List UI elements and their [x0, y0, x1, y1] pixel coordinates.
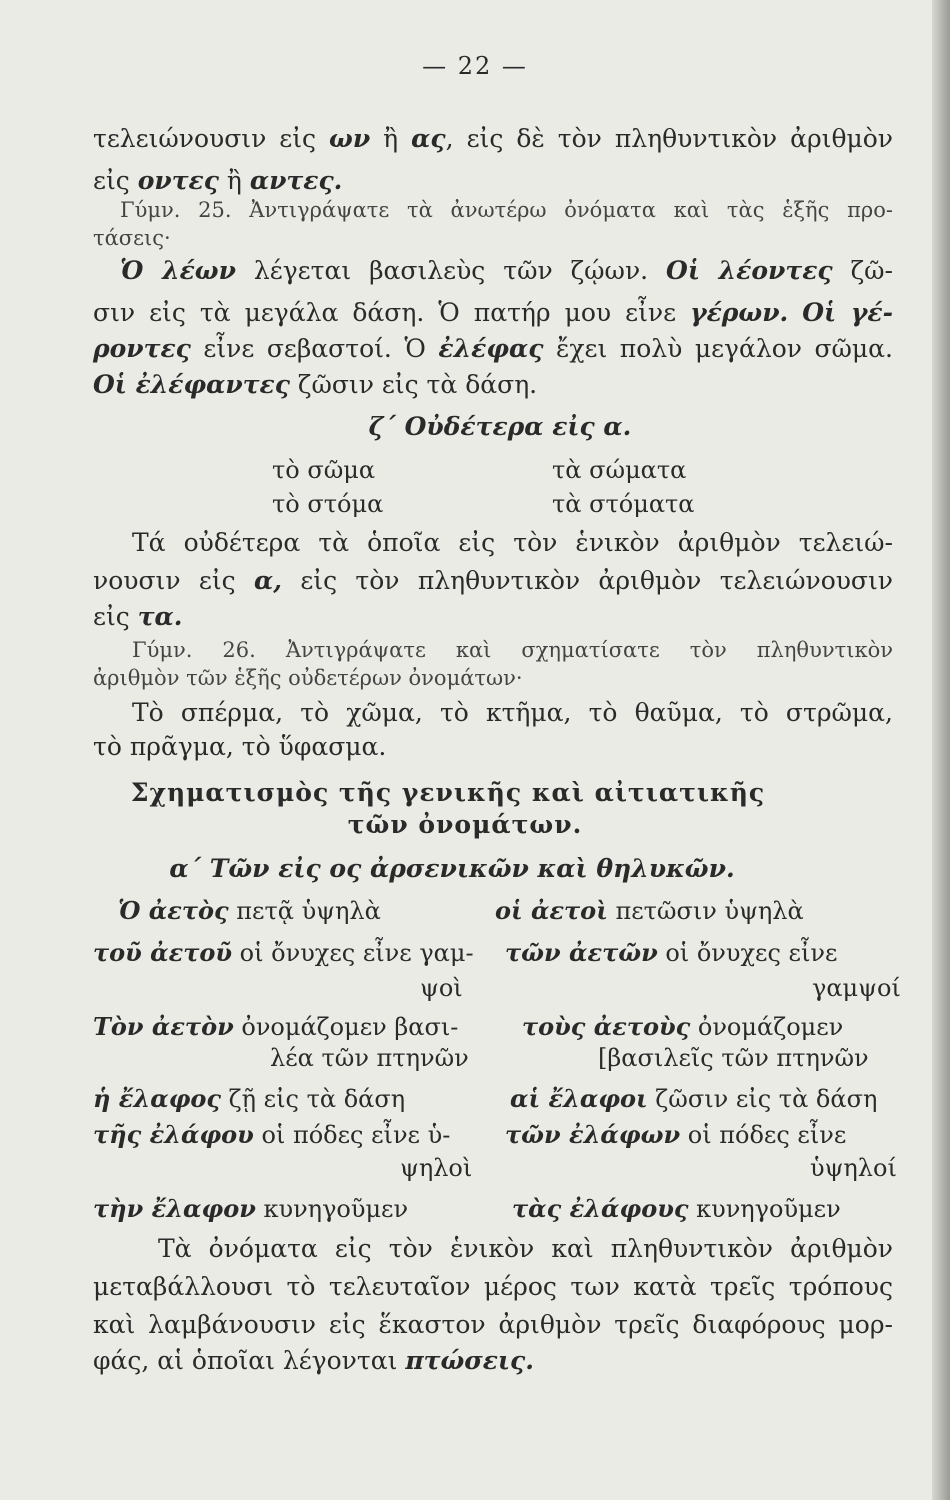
text: εἰς — [93, 166, 138, 195]
text-line — [93, 1346, 893, 1376]
text: φάς, αἱ ὁποῖαι λέγονται — [93, 1346, 406, 1375]
text: νουσιν εἰς — [93, 566, 254, 595]
noun: οἱ ἀετοὶ — [495, 896, 608, 925]
ending: α, — [254, 566, 282, 595]
section-heading: α΄ Τῶν εἰς ος ἀρσενικῶν καὶ θηλυκῶν. — [169, 854, 735, 883]
text: σιν εἰς τὰ μεγάλα δάση. Ὁ πατήρ μου εἶνε — [93, 298, 691, 327]
table-cell — [522, 1012, 843, 1041]
noun: αἱ ἔλαφοι — [510, 1084, 648, 1113]
plural-form: τὰ σώματα — [552, 456, 687, 484]
table-cell — [512, 1194, 841, 1223]
ending: ας — [411, 124, 446, 153]
text-line — [93, 334, 893, 364]
noun: τῶν ἀετῶν — [505, 938, 658, 967]
table-cell: [βασιλεῖς τῶν πτηνῶν — [598, 1044, 869, 1072]
text: οἱ ὄνυχες εἶνε — [657, 939, 838, 967]
table-cell: ὑψηλοί — [810, 1154, 897, 1182]
noun: τοὺς ἀετοὺς — [522, 1012, 691, 1041]
text: ὀνομάζομεν — [690, 1013, 844, 1041]
text-line: μεταβάλλουσι τὸ τελευταῖον μέρος των κατὰ τρεῖς τρόπους — [93, 1272, 893, 1301]
exercise-line: τάσεις· — [93, 226, 171, 250]
table-cell — [118, 896, 381, 925]
exercise-line: Γύμν. 26. Ἀντιγράψατε καὶ σχηματίσατε τὸν πληθυντικὸν — [132, 638, 893, 662]
text: τελειώνουσιν εἰς — [93, 124, 330, 153]
noun: ἐλέφας — [438, 334, 544, 363]
text: λέγεται βασιλεὺς τῶν ζῴων. — [235, 256, 667, 285]
text: οἱ ὄνυχες εἶνε γαμ- — [232, 939, 474, 967]
singular-form: τὸ στόμα — [272, 490, 384, 518]
text: ἔχει πολὺ μεγάλον σῶμα. — [543, 334, 893, 363]
text: ζῶσιν εἰς τὰ δάση. — [289, 370, 538, 399]
table-cell — [510, 1084, 877, 1113]
text: ζῶ- — [832, 256, 893, 285]
table-cell — [505, 1120, 846, 1149]
text-line: Τὰ ὀνόματα εἰς τὸν ἑνικὸν καὶ πληθυντικὸν ἀριθμὸν — [158, 1234, 893, 1263]
text: εἰς — [93, 602, 138, 631]
noun: τὰς ἐλάφους — [512, 1194, 689, 1223]
table-cell — [93, 1194, 408, 1223]
noun: Οἱ ἐλέφαντες — [93, 370, 290, 399]
text: ὀνομάζομεν βασι- — [233, 1013, 459, 1041]
exercise-line: Γύμν. 25. Ἀντιγράψατε τὰ ἀνωτέρω ὀνόματα καὶ τὰς ἑξῆς προ- — [120, 198, 893, 222]
table-cell: ψοὶ — [420, 974, 463, 1002]
noun: Τὸν ἀετὸν — [93, 1012, 234, 1041]
text-line — [93, 602, 893, 632]
text: ζῇ εἰς τὰ δάση — [221, 1085, 406, 1113]
text-line: Τά οὐδέτερα τὰ ὁποῖα εἰς τὸν ἑνικὸν ἀριθμὸν τελειώ- — [132, 528, 893, 557]
table-cell — [505, 938, 837, 967]
noun: τὴν ἔλαφον — [93, 1194, 256, 1223]
noun: ροντες — [93, 334, 191, 363]
noun: Οἱ γέ- — [802, 298, 894, 327]
table-cell — [93, 1084, 405, 1113]
noun: ἡ ἔλαφος — [93, 1084, 222, 1113]
noun: γέρων. — [690, 298, 789, 327]
plural-form: τὰ στόματα — [552, 490, 695, 518]
ending: οντες — [137, 166, 219, 195]
page-number: — 22 — — [422, 52, 528, 80]
section-heading: ζ΄ Οὐδέτερα εἰς α. — [368, 412, 632, 441]
term: πτώσεις. — [405, 1346, 534, 1375]
text: πετᾷ ὑψηλὰ — [228, 897, 381, 925]
ending: αντες. — [249, 166, 343, 195]
table-cell — [93, 1120, 450, 1149]
table-cell — [495, 896, 804, 925]
table-cell — [93, 938, 474, 967]
text: εἰς τὸν πληθυντικὸν ἀριθμὸν τελειώνουσιν — [281, 566, 894, 595]
text: ἢ — [370, 124, 412, 153]
exercise-line: ἀριθμὸν τῶν ἑξῆς οὐδετέρων ὀνομάτων· — [93, 666, 523, 690]
noun: Ὁ λέων — [120, 256, 236, 285]
text: κυνηγοῦμεν — [688, 1195, 841, 1223]
text: εἶνε σεβαστοί. Ὁ — [190, 334, 439, 363]
text: κυνηγοῦμεν — [255, 1195, 409, 1223]
noun: Οἱ λέοντες — [666, 256, 833, 285]
text — [788, 298, 802, 327]
ending: ων — [329, 124, 371, 153]
table-cell: ψηλοὶ — [400, 1154, 473, 1182]
singular-form: τὸ σῶμα — [272, 456, 376, 484]
text: , εἰς δὲ τὸν πληθυντικὸν ἀριθμὸν — [445, 124, 894, 153]
text: ἢ — [218, 166, 250, 195]
table-cell: λέα τῶν πτηνῶν — [270, 1044, 469, 1072]
section-title: τῶν ὀνομάτων. — [347, 810, 583, 839]
text: οἱ πόδες εἶνε ὑ- — [253, 1121, 451, 1149]
text-line: καὶ λαμβάνουσιν εἰς ἕκαστον ἀριθμὸν τρεῖς διαφόρους μορ- — [93, 1310, 893, 1339]
noun: τῆς ἐλάφου — [93, 1120, 254, 1149]
text-line — [93, 166, 893, 196]
page-edge-shadow — [932, 0, 950, 1500]
text-line — [120, 256, 893, 286]
noun: Ὁ ἀετὸς — [118, 896, 229, 925]
ending: τα. — [137, 602, 183, 631]
text: πετῶσιν ὑψηλὰ — [607, 897, 804, 925]
table-cell: γαμψοί — [812, 974, 901, 1002]
text: ζῶσιν εἰς τὰ δάση — [647, 1085, 878, 1113]
text-line — [93, 566, 893, 596]
text-line — [93, 298, 893, 328]
text: οἱ πόδες εἶνε — [680, 1121, 847, 1149]
text-line: Τὸ σπέρμα, τὸ χῶμα, τὸ κτῆμα, τὸ θαῦμα, τὸ στρῶμα, — [132, 698, 893, 727]
text-line — [93, 124, 893, 154]
section-title: Σχηματισμὸς τῆς γενικῆς καὶ αἰτιατικῆς — [130, 778, 766, 807]
text-line — [93, 370, 893, 400]
noun: τῶν ἐλάφων — [505, 1120, 681, 1149]
text-line: τὸ πρᾶγμα, τὸ ὕφασμα. — [93, 732, 387, 761]
noun: τοῦ ἀετοῦ — [93, 938, 233, 967]
table-cell — [93, 1012, 458, 1041]
